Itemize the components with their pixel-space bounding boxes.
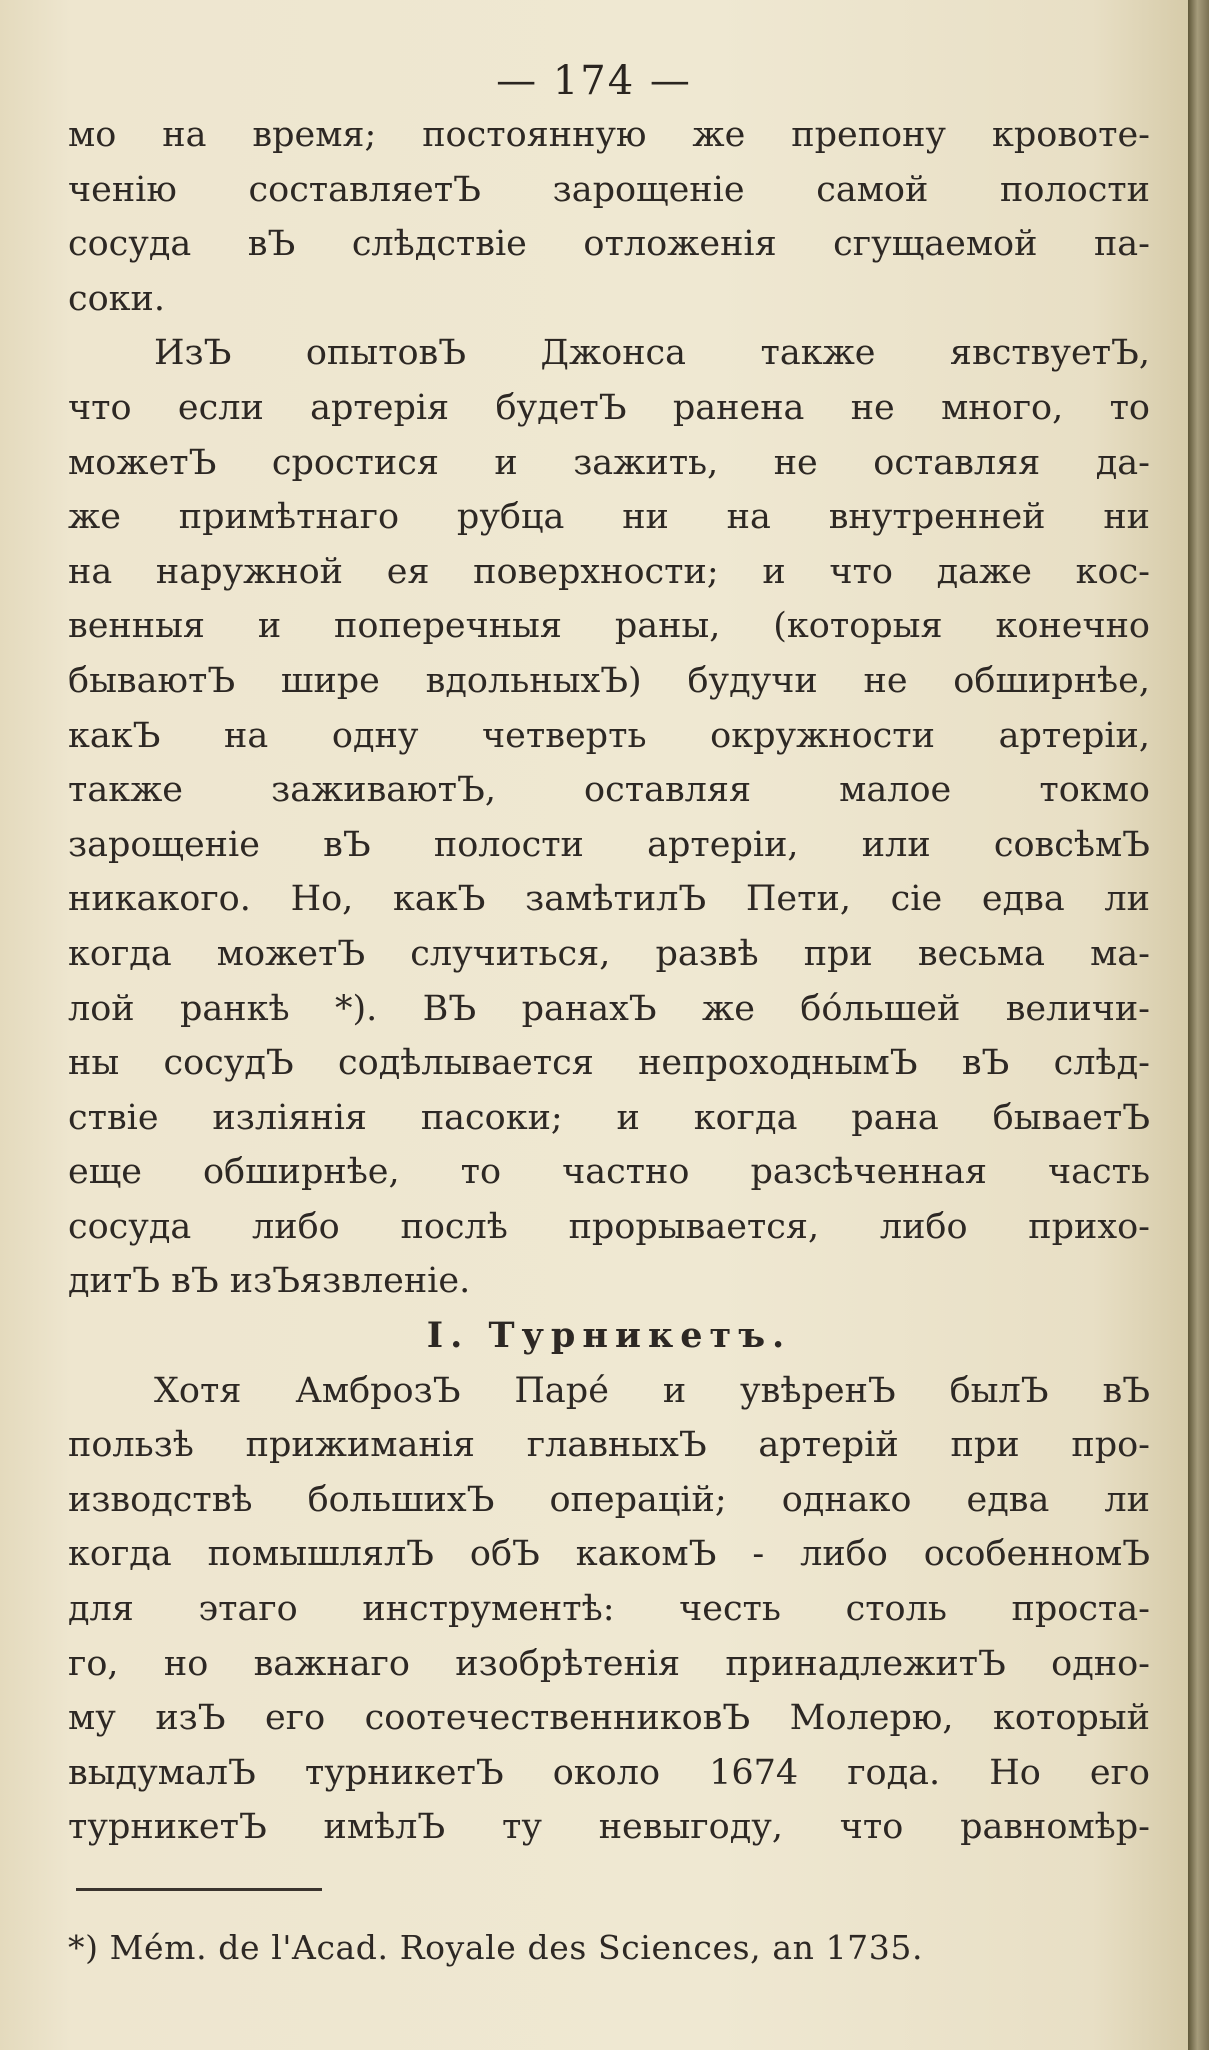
text-line: еще обширнѣе, то частно разсѣченная часть — [68, 1152, 1150, 1193]
text-line: же примѣтнаго рубца ни на внутренней ни — [68, 497, 1150, 538]
text-line: ны сосудЪ содѣлывается непроходнымЪ вЪ слѣд- — [68, 1043, 1150, 1084]
page-number: — 174 — — [496, 58, 692, 104]
page-edge-shadow — [1188, 0, 1209, 2050]
text-line: венныя и поперечныя раны, (которыя конечно — [68, 606, 1150, 647]
text-line: бываютЪ шире вдольныхЪ) будучи не обширнѣе, — [68, 660, 1150, 701]
text-line: го, но важнаго изобрѣтенія принадлежитЪ одно- — [68, 1643, 1150, 1684]
text-line: соки. — [68, 278, 166, 319]
section-heading: I. Турникетъ. — [426, 1315, 792, 1357]
text-line: никакого. Но, какЪ замѣтилЪ Пети, сіе едва ли — [68, 879, 1150, 920]
text-line: ствіе изліянія пасоки; и когда рана бываетЪ — [68, 1097, 1150, 1138]
footnote-divider — [76, 1888, 322, 1891]
text-line: изводствѣ большихЪ операцій; однако едва ли — [68, 1479, 1150, 1520]
text-line: что если артерія будетЪ ранена не много, то — [68, 387, 1150, 428]
text-line: когда помышлялЪ обЪ какомЪ - либо особенномЪ — [68, 1534, 1150, 1575]
text-line: когда можетЪ случиться, развѣ при весьма ма- — [68, 933, 1150, 974]
text-line: какЪ на одну четверть окружности артеріи, — [68, 715, 1150, 756]
text-line: турникетЪ имѣлЪ ту невыгоду, что равномѣр- — [68, 1807, 1150, 1848]
text-line: можетЪ сростися и зажить, не оставляя да- — [68, 442, 1150, 483]
text-line: лой ранкѣ *). ВЪ ранахЪ же бóльшей величи- — [68, 988, 1150, 1029]
text-line: выдумалЪ турникетЪ около 1674 года. Но его — [68, 1752, 1150, 1793]
text-line: мо на время; постоянную же препону кровоте- — [68, 115, 1150, 155]
text-line: для этаго инструментѣ: честь столь проста- — [68, 1589, 1150, 1630]
text-line: дитЪ вЪ изЪязвленіе. — [68, 1261, 471, 1302]
text-line: зарощеніе вЪ полости артеріи, или совсѣмЪ — [68, 824, 1150, 865]
footnote: *) Mém. de l'Acad. Royale des Sciences, an 1735. — [68, 1928, 924, 1967]
text-line: Хотя АмброзЪ Парé и увѣренЪ былЪ вЪ — [154, 1370, 1150, 1411]
text-line: сосуда вЪ слѣдствіе отложенія сгущаемой па- — [68, 224, 1150, 265]
text-line: сосуда либо послѣ прорывается, либо прихо- — [68, 1206, 1150, 1247]
body-text — [68, 108, 1150, 1855]
text-line: ченію составляетЪ зарощеніе самой полости — [68, 169, 1150, 210]
text-line: ИзЪ опытовЪ Джонса также явствуетЪ, — [154, 333, 1150, 374]
text-line: также заживаютЪ, оставляя малое токмо — [68, 770, 1150, 811]
text-line: му изЪ его соотечественниковЪ Молерю, который — [68, 1698, 1150, 1739]
text-line: пользѣ прижиманія главныхЪ артерій при про- — [68, 1425, 1150, 1466]
text-line: на наружной ея поверхности; и что даже кос- — [68, 551, 1150, 592]
